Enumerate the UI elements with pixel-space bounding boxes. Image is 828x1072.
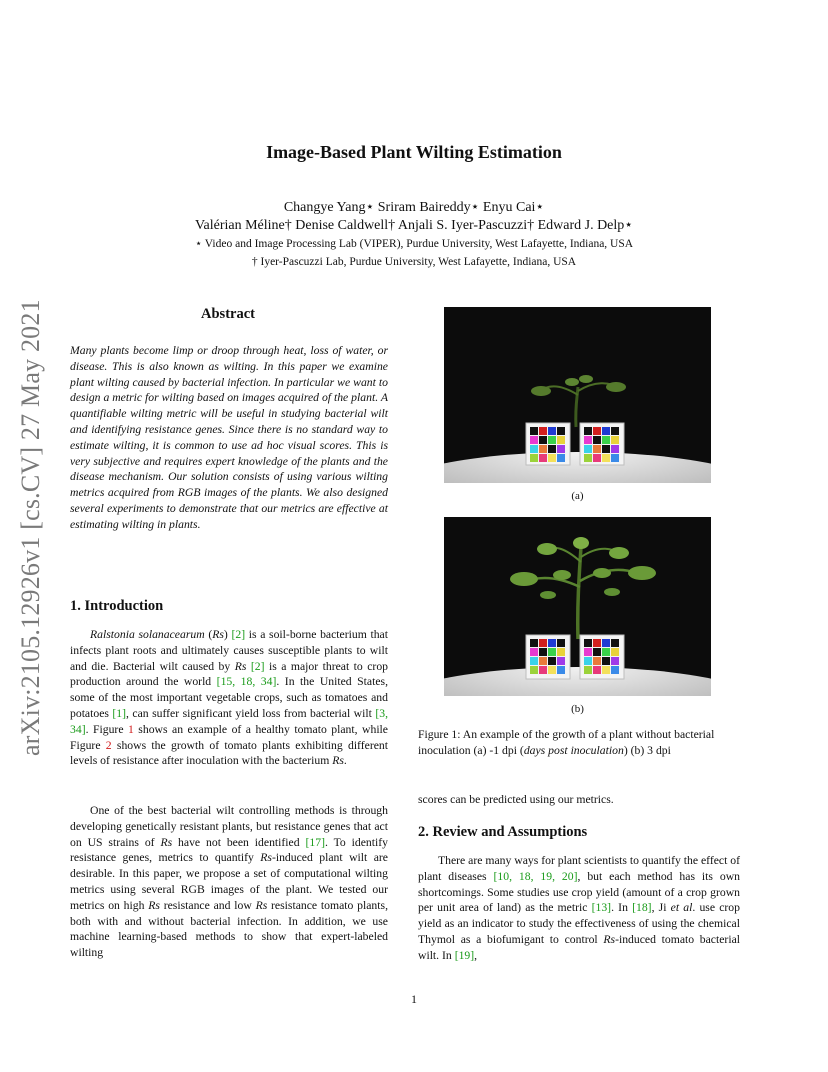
paper-title: Image-Based Plant Wilting Estimation xyxy=(266,142,562,162)
affiliation-viper: ⋆ Video and Image Processing Lab (VIPER), Purdue University, West Lafayette, Indiana, USA xyxy=(194,238,634,250)
page-number: 1 xyxy=(411,992,417,1006)
review-paragraph-1: There are many ways for plant scientists to quantify the effect of plant diseases [10, 18, 19, 20], but each method has its own shortcomings. Some studies use crop yield (amount of a crop grown per unit area of land) as the metric [13]. In [18], Ji et al. use crop yield as an indicator to study the effectiveness of using the chemical Thymol as a biofumigant to control Rs-induced tomato bacterial wilt. In [19], xyxy=(418,854,741,962)
figure-1-caption: Figure 1: An example of the growth of a plant without bacterial inoculation (a) -1 dpi (days post inoculation) (b) 3 dpi xyxy=(418,728,715,757)
figure-1a-label: (a) xyxy=(571,490,584,502)
figure-reference-link[interactable]: 1 xyxy=(127,722,134,736)
figure-1b-plant-photo xyxy=(444,517,711,696)
citation-link[interactable]: [15, 18, 34] xyxy=(216,675,277,689)
figure-1b-label: (b) xyxy=(571,703,584,715)
introduction-paragraph-2: One of the best bacterial wilt controlling methods is through developing genetically resistant plants, but resistance genes that act on US strains of Rs have not been identified [17]. To identify resistance genes, metrics to quantify Rs-induced plant wilt are desirable. In this paper, we propose a set of computational wilting metrics using several RGB images of the plant. We tested our metrics on high Rs resistance and low Rs resistance tomato plants, both with and without bacterial infection. In addition, we use machine learning-based methods to show that expert-labeled wilting xyxy=(70,804,388,960)
authors-line-1: Changye Yang⋆ Sriram Baireddy⋆ Enyu Cai⋆ xyxy=(283,200,545,215)
figure-1a-plant-photo xyxy=(444,307,711,483)
review-heading: 2. Review and Assumptions xyxy=(418,824,588,840)
citation-link[interactable]: [18] xyxy=(632,901,652,915)
plant-small-image xyxy=(444,307,711,483)
citation-link[interactable]: [10, 18, 19, 20] xyxy=(493,869,578,883)
authors-line-2: Valérian Méline† Denise Caldwell† Anjali S. Iyer-Pascuzzi† Edward J. Delp⋆ xyxy=(194,218,634,233)
abstract-heading: Abstract xyxy=(201,306,255,322)
figure-reference-link[interactable]: 2 xyxy=(105,738,112,752)
species-name: Ralstonia solanacearum xyxy=(90,628,205,641)
introduction-paragraph-1: Ralstonia solanacearum (Rs) [2] is a soil-borne bacterium that infects plant roots and ultimately causes susceptible plants to wilt and die. Bacterial wilt caused by Rs [2] is a major threat to crop production around the world [15, 18, 34]. In the United States, some of the most important vegetable crops, such as tomatoes and potatoes [1], can suffer significant yield loss from bacterial wilt [3, 34]. Figure 1 shows an example of a healthy tomato plant, while Figure 2 shows the growth of tomato plants exhibiting different levels of resistance after inoculation with the bacterium Rs. xyxy=(70,628,389,768)
affiliation-iyer-pascuzzi: † Iyer-Pascuzzi Lab, Purdue University, West Lafayette, Indiana, USA xyxy=(251,256,577,268)
arxiv-identifier: arXiv:2105.12926v1 [cs.CV] 27 May 2021 xyxy=(16,299,45,756)
citation-link[interactable]: [2] xyxy=(250,659,265,673)
plant-large-image xyxy=(444,517,711,696)
citation-link[interactable]: [3, 34] xyxy=(70,706,388,736)
right-column-continuation: scores can be predicted using our metrics. xyxy=(418,793,614,806)
citation-link[interactable]: [19] xyxy=(454,948,475,962)
citation-link[interactable]: [17] xyxy=(305,835,325,849)
introduction-heading: 1. Introduction xyxy=(70,598,164,614)
abstract-body: Many plants become limp or droop through heat, loss of water, or disease. This is also known as wilting. In this paper we examine plant wilting caused by bacterial infection. In particular we want to design a metric for wilting based on images acquired of the plant. A quantifiable wilting metric will be useful in studying bacterial wilt and identifying resistance genes. Since there is no standard way to estimate wilting, it is common to use ad hoc visual scores. This is very subjective and requires expert knowledge of the plants and the disease mechanism. Our solution consists of using various wilting metrics acquired from RGB images of the plants. We also designed several experiments to demonstrate that our metrics are effective at estimating wilting in plants. xyxy=(70,344,388,531)
citation-link[interactable]: [2] xyxy=(231,628,246,641)
citation-link[interactable]: [1] xyxy=(112,706,127,720)
citation-link[interactable]: [13] xyxy=(591,901,612,915)
